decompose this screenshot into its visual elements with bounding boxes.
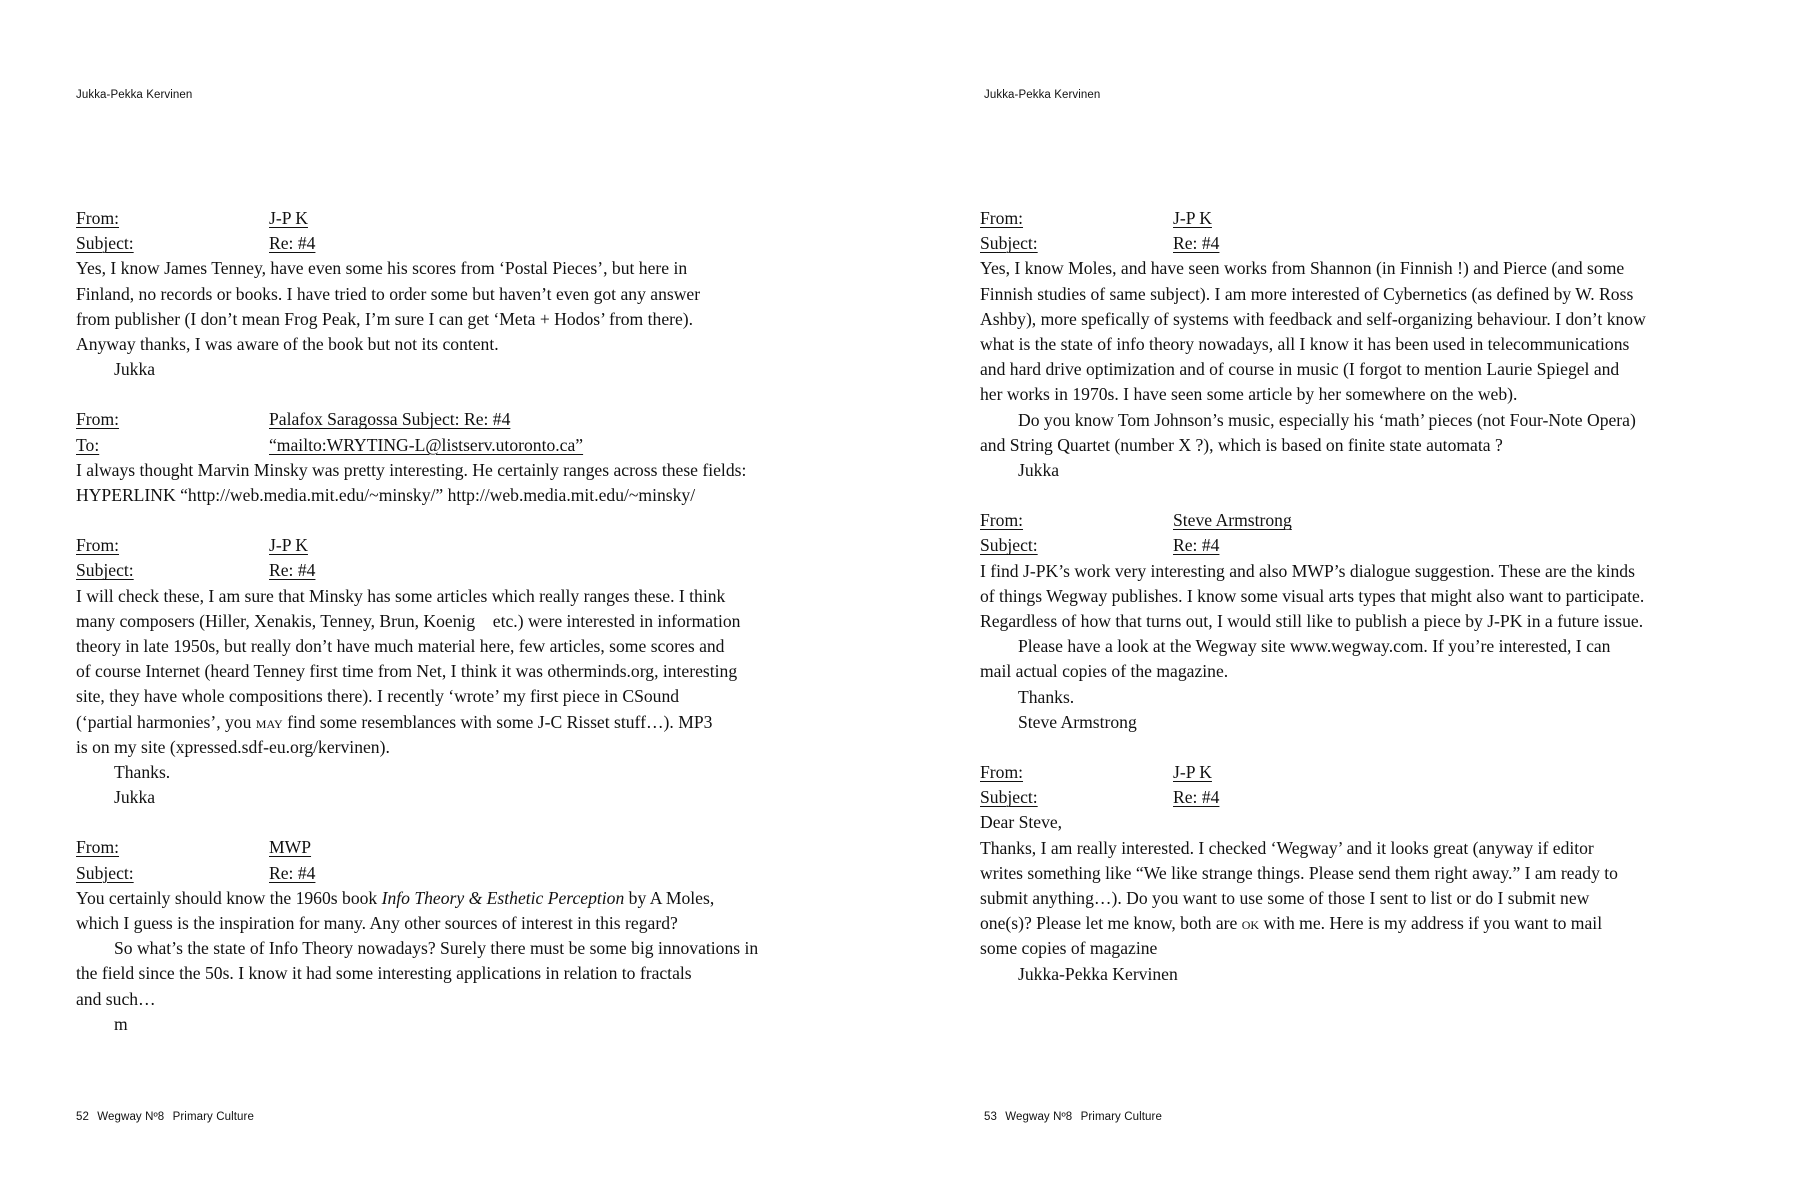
body-line: I will check these, I am sure that Minsky has some articles which really ranges these. I think: [76, 585, 726, 606]
email-message: [980, 206, 1740, 483]
email-message: [76, 533, 836, 810]
body-line: and hard drive optimization and of course in music (I forgot to mention Laurie Spiegel and: [980, 359, 1620, 380]
page-content: [76, 206, 836, 1062]
from-value: J-P K: [269, 535, 308, 556]
body-text: with me. Here is my address if you want to mail: [1263, 913, 1603, 934]
closing: Thanks.: [114, 761, 171, 782]
signature: Jukka: [114, 359, 156, 380]
subject-value: Re: #4: [269, 560, 316, 581]
from-label: From:: [980, 762, 1024, 782]
closing: Thanks.: [1018, 686, 1075, 707]
body-line: Do you know Tom Johnson’s music, especially his ‘math’ pieces (not Four-Note Opera): [1018, 409, 1636, 430]
page-footer: [984, 1111, 1167, 1123]
signature: m: [114, 1013, 128, 1034]
body-line: Please have a look at the Wegway site www.wegway.com. If you’re interested, I can: [1018, 636, 1611, 657]
from-label: From:: [76, 837, 120, 858]
from-label: From:: [980, 510, 1024, 531]
subject-label: Subject:: [76, 862, 134, 883]
to-label: To:: [76, 434, 100, 455]
page-footer: [76, 1111, 259, 1123]
body-line: and String Quartet (number X ?), which is based on finite state automata ?: [980, 434, 1503, 455]
body-line: some copies of magazine: [980, 938, 1158, 959]
from-label: From:: [980, 208, 1024, 228]
email-message: [980, 760, 1740, 987]
publication-name: Wegway Nº8: [1005, 1111, 1073, 1123]
body-line: of things Wegway publishes. I know some visual arts types that might also want to participate.: [980, 585, 1645, 606]
body-line: is on my site (xpressed.sdf-eu.org/kervinen).: [76, 736, 390, 757]
body-line: Finnish studies of same subject). I am more interested of Cybernetics (as defined by W. Ross: [980, 283, 1634, 304]
body-line: mail actual copies of the magazine.: [980, 661, 1229, 682]
signature: Steve Armstrong: [1018, 711, 1137, 732]
subject-label: Subject:: [76, 233, 134, 254]
from-row: [76, 407, 836, 432]
body-line: So what’s the state of Info Theory nowadays? Surely there must be some big innovations in: [114, 938, 759, 959]
signature: Jukka: [114, 787, 156, 808]
body-line: from publisher (I don’t mean Frog Peak, I’m sure I can get ‘Meta + Hodos’ from there).: [76, 308, 694, 329]
subject-label: Subject:: [980, 787, 1038, 808]
from-value: J-P K: [269, 208, 308, 228]
from-row: [76, 206, 836, 231]
from-label: From:: [76, 535, 120, 556]
body-line: Finland, no records or books. I have tried to order some but haven’t even got any answer: [76, 283, 701, 304]
subject-label: Subject:: [76, 560, 134, 581]
body-text: (‘partial harmonies’, you: [76, 711, 252, 732]
greeting: Dear Steve,: [980, 812, 1063, 833]
body-line: HYPERLINK “http://web.media.mit.edu/~minsky/” http://web.media.mit.edu/~minsky/: [76, 484, 696, 505]
body-line: [76, 710, 836, 735]
body-line: and such…: [76, 988, 156, 1009]
subject-value: Re: #4: [1173, 233, 1220, 254]
to-value: “mailto:WRYTING-L@listserv.utoronto.ca”: [269, 434, 584, 455]
body-line: Yes, I know James Tenney, have even some his scores from ‘Postal Pieces’, but here in: [76, 258, 688, 279]
issue-title: Primary Culture: [172, 1111, 254, 1123]
body-line: submit anything…). Do you want to use some of those I sent to list or do I submit new: [980, 887, 1590, 908]
body-line: Yes, I know Moles, and have seen works from Shannon (in Finnish !) and Pierce (and some: [980, 258, 1625, 279]
email-message: [76, 206, 836, 382]
subject-row: [76, 558, 836, 583]
from-label: From:: [76, 409, 120, 430]
body-line: her works in 1970s. I have seen some article by her somewhere on the web).: [980, 384, 1518, 405]
email-message: [76, 835, 836, 1037]
from-row: [980, 508, 1740, 533]
body-text: one(s)? Please let me know, both are: [980, 913, 1238, 934]
issue-title: Primary Culture: [1080, 1111, 1162, 1123]
subject-row: [980, 533, 1740, 558]
body-line: of course Internet (heard Tenney first time from Net, I think it was otherminds.org, interesting: [76, 661, 738, 682]
subject-row: [76, 231, 836, 256]
book-title: Info Theory & Esthetic Perception: [381, 887, 625, 908]
body-line: what is the state of info theory nowadays, all I know it has been used in telecommunications: [980, 333, 1630, 354]
from-value: Palafox Saragossa Subject: Re: #4: [269, 409, 511, 430]
body-line: [980, 911, 1740, 936]
body-line: theory in late 1950s, but really don’t have much material here, few articles, some scores and: [76, 635, 725, 656]
subject-value: Re: #4: [1173, 787, 1220, 808]
page-content: [980, 206, 1740, 1012]
from-row: [980, 206, 1740, 231]
body-line: Anyway thanks, I was aware of the book but not its content.: [76, 333, 499, 354]
body-text: find some resemblances with some J-C Risset stuff…). MP3: [287, 711, 713, 732]
from-value: MWP: [269, 837, 312, 858]
body-line: which I guess is the inspiration for many. Any other sources of interest in this regard?: [76, 912, 678, 933]
from-row: [76, 835, 836, 860]
page-number: 52: [76, 1111, 89, 1123]
body-line: the field since the 50s. I know it had some interesting applications in relation to fractals: [76, 963, 692, 984]
from-value: J-P K: [1173, 762, 1212, 782]
page-number: 53: [984, 1111, 997, 1123]
signature: Jukka-Pekka Kervinen: [1018, 963, 1178, 984]
from-label: From:: [76, 208, 120, 228]
subject-row: [76, 861, 836, 886]
right-page: [900, 0, 1800, 1200]
body-line: Regardless of how that turns out, I would still like to publish a piece by J-PK in a future issue.: [980, 610, 1644, 631]
to-row: [76, 433, 836, 458]
from-row: [76, 533, 836, 558]
body-line: I always thought Marvin Minsky was pretty interesting. He certainly ranges across these fields:: [76, 459, 747, 480]
body-line: site, they have whole compositions there). I recently ‘wrote’ my first piece in CSound: [76, 686, 680, 707]
subject-row: [980, 785, 1740, 810]
body-line: writes something like “We like strange things. Please send them right away.” I am ready to: [980, 862, 1618, 883]
body-line: I find J-PK’s work very interesting and also MWP’s dialogue suggestion. These are the kinds: [980, 560, 1635, 581]
body-line: many composers (Hiller, Xenakis, Tenney, Brun, Koenig etc.) were interested in information: [76, 610, 741, 631]
signature: Jukka: [1018, 460, 1060, 480]
body-line: Thanks, I am really interested. I checked ‘Wegway’ and it looks great (anyway if editor: [980, 837, 1594, 858]
email-message: [980, 508, 1740, 735]
body-text: You certainly should know the 1960s book: [76, 887, 382, 908]
small-caps-word: may: [255, 711, 283, 732]
subject-value: Re: #4: [269, 862, 316, 883]
body-text: by A Moles,: [624, 887, 715, 908]
from-value: Steve Armstrong: [1173, 510, 1292, 531]
small-caps-word: ok: [1241, 913, 1260, 934]
body-line: Ashby), more spefically of systems with feedback and self-organizing behaviour. I don’t know: [980, 308, 1646, 329]
running-head: Jukka-Pekka Kervinen: [984, 89, 1101, 101]
email-message: [76, 407, 836, 508]
subject-label: Subject:: [980, 233, 1038, 254]
subject-label: Subject:: [980, 535, 1038, 556]
subject-value: Re: #4: [1173, 535, 1220, 556]
subject-row: [980, 231, 1740, 256]
from-value: J-P K: [1173, 208, 1212, 228]
publication-name: Wegway Nº8: [97, 1111, 165, 1123]
from-row: [980, 760, 1740, 785]
subject-value: Re: #4: [269, 233, 316, 254]
body-line: [76, 886, 836, 911]
running-head: Jukka-Pekka Kervinen: [76, 89, 193, 101]
